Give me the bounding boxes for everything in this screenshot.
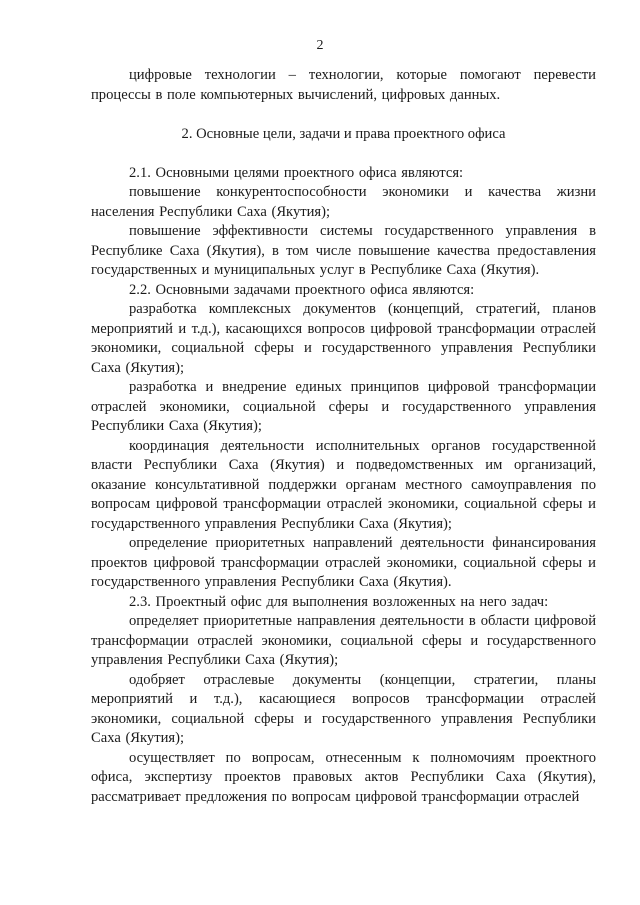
function-item: осуществляет по вопросам, отнесенным к полномочиям проектного офиса, экспертизу проектов правовых актов Республики Саха (Якутия), рассматривает предложения по вопросам цифровой трансформации отраслей [91, 749, 596, 805]
spacer [91, 145, 596, 164]
document-body [91, 66, 596, 807]
function-item: одобряет отраслевые документы (концепции, стратегии, планы мероприятий и т.д.), касающиеся вопросов трансформации отраслей экономики, социальной сферы и государственного управления Республики Саха (Якутия); [91, 671, 596, 746]
subsection-2-2: 2.2. Основными задачами проектного офиса являются: [129, 281, 475, 298]
spacer [91, 105, 596, 125]
goal-item: повышение конкурентоспособности экономики и качества жизни населения Республики Саха (Якутия); [91, 184, 596, 220]
subsection-2-3: 2.3. Проектный офис для выполнения возложенных на него задач: [129, 593, 549, 610]
section-heading: 2. Основные цели, задачи и права проектного офиса [181, 126, 506, 142]
page-number: 2 [316, 38, 324, 53]
task-item: разработка комплексных документов (концепций, стратегий, планов мероприятий и т.д.), касающихся вопросов цифровой трансформации отраслей экономики, социальной сферы и государственного управления Республики Саха (Якутия); [91, 301, 596, 376]
task-item: разработка и внедрение единых принципов цифровой трансформации отраслей экономики, социальной сферы и государственного управления Республики Саха (Якутия); [91, 379, 596, 434]
task-item: определение приоритетных направлений деятельности финансирования проектов цифровой трансформации отраслей экономики, социальной сферы и государственного управления Республики Саха (Якутия). [91, 535, 596, 590]
goal-item: повышение эффективности системы государственного управления в Республике Саха (Якутия), в том числе повышение качества предоставления государственных и муниципальных услуг в Республике Саха (Якутия). [91, 223, 596, 278]
definition-digital-technologies: цифровые технологии – технологии, которые помогают перевести процессы в поле компьютерных вычислений, цифровых данных. [91, 67, 596, 103]
subsection-2-1: 2.1. Основными целями проектного офиса являются: [129, 164, 464, 181]
task-item: координация деятельности исполнительных органов государственной власти Республики Саха (Якутия) и подведомственных им организаций, оказание консультативной поддержки органам местного самоуправления по вопросам цифровой трансформации отраслей экономики, социальной сферы и государственного управления Республики Саха (Якутия); [91, 437, 596, 532]
function-item: определяет приоритетные направления деятельности в области цифровой трансформации отраслей экономики, социальной сферы и государственного управления Республики Саха (Якутия); [91, 613, 596, 668]
